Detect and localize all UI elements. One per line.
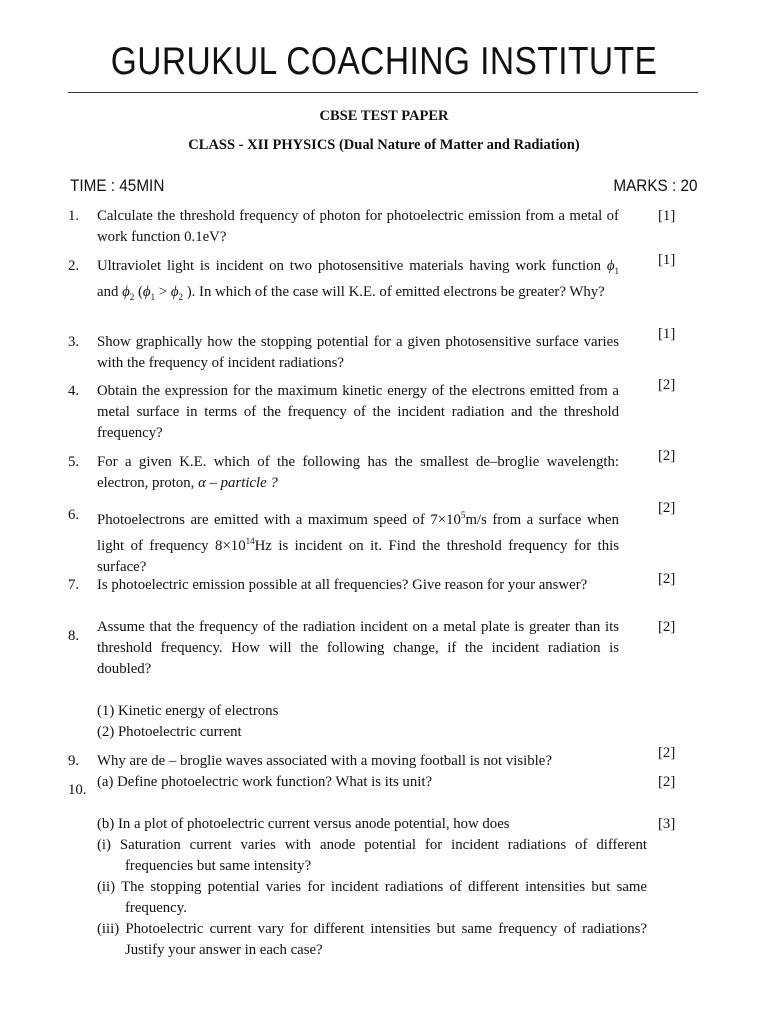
question-number: 3.	[68, 334, 80, 350]
question-number: 10.	[68, 782, 87, 798]
question-10-part-i: (i) Saturation current varies with anode potential for incident radiations of different frequencies but same intensity?	[97, 837, 647, 874]
question-marks: [1]	[658, 252, 676, 268]
question-marks: [2]	[658, 745, 676, 761]
question-marks: [2]	[658, 619, 676, 635]
question-text: Calculate the threshold frequency of photon for photoelectric emission from a metal of work function 0.1eV?	[97, 208, 619, 245]
question-marks: [2]	[658, 774, 676, 790]
institute-title: GURUKUL COACHING INSTITUTE	[110, 40, 658, 83]
question-number: 4.	[68, 383, 80, 399]
time-label: TIME : 45MIN	[70, 176, 165, 195]
question-text: (b) In a plot of photoelectric current versus anode potential, how does	[97, 816, 510, 832]
question-marks: [3]	[658, 816, 676, 832]
question-8-subparts	[97, 701, 278, 743]
question-marks: [2]	[658, 500, 676, 516]
question-text: Is photoelectric emission possible at all frequencies? Give reason for your answer?	[97, 577, 588, 593]
question-text: Ultraviolet light is incident on two photosensitive materials having work function $\phi_1$ and $\phi_2$ ($\phi_1 > \phi_2$ ). In which of the case will K.E. of emitted electrons be greater? Why?	[97, 258, 619, 302]
question-10-part-iii: (iii) Photoelectric current vary for different intensities but same frequency of radiations? Justify your answer in each case?	[97, 921, 647, 958]
question-10-part-ii: (ii) The stopping potential varies for incident radiations of different intensities but same frequency.	[97, 879, 647, 916]
question-text: For a given K.E. which of the following has the smallest de–broglie wavelength: electron, proton, α – particle ?	[97, 454, 619, 491]
question-marks: [1]	[658, 326, 676, 342]
question-marks: [2]	[658, 448, 676, 464]
question-number: 5.	[68, 454, 80, 470]
question-text: Why are de – broglie waves associated with a moving football is not visible?	[97, 753, 552, 769]
class-line: CLASS - XII PHYSICS (Dual Nature of Matter and Radiation)	[188, 137, 580, 153]
question-number: 9.	[68, 753, 80, 769]
question-number: 2.	[68, 258, 80, 274]
question-number: 7.	[68, 577, 80, 593]
question-text: (a) Define photoelectric work function? What is its unit?	[97, 774, 433, 790]
question-number: 1.	[68, 208, 80, 224]
question-text: Obtain the expression for the maximum kinetic energy of the electrons emitted from a metal surface in terms of the frequency of the incident radiation and the threshold frequency?	[97, 383, 619, 441]
header-rule	[68, 92, 698, 93]
paper-title: CBSE TEST PAPER	[319, 108, 449, 124]
question-text: Show graphically how the stopping potential for a given photosensitive surface varies with the frequency of incident radiations?	[97, 334, 619, 371]
question-marks: [2]	[658, 377, 676, 393]
marks-label: MARKS : 20	[613, 176, 698, 195]
question-text: Photoelectrons are emitted with a maximum speed of $7\times 10^5m/s$ from a surface when light of frequency $8\times 10^{14}Hz$ is incident on it. Find the threshold frequency for this surface?	[97, 510, 619, 575]
question-marks: [2]	[658, 571, 676, 587]
question-number: 8.	[68, 628, 80, 644]
subpart-1: (1) Kinetic energy of electrons	[97, 703, 279, 719]
question-number: 6.	[68, 507, 80, 523]
question-marks: [1]	[658, 208, 676, 224]
subpart-2: (2) Photoelectric current	[97, 724, 242, 740]
question-text: Assume that the frequency of the radiation incident on a metal plate is greater than its threshold frequency. How will the following change, if the incident radiation is doubled?	[97, 619, 619, 677]
